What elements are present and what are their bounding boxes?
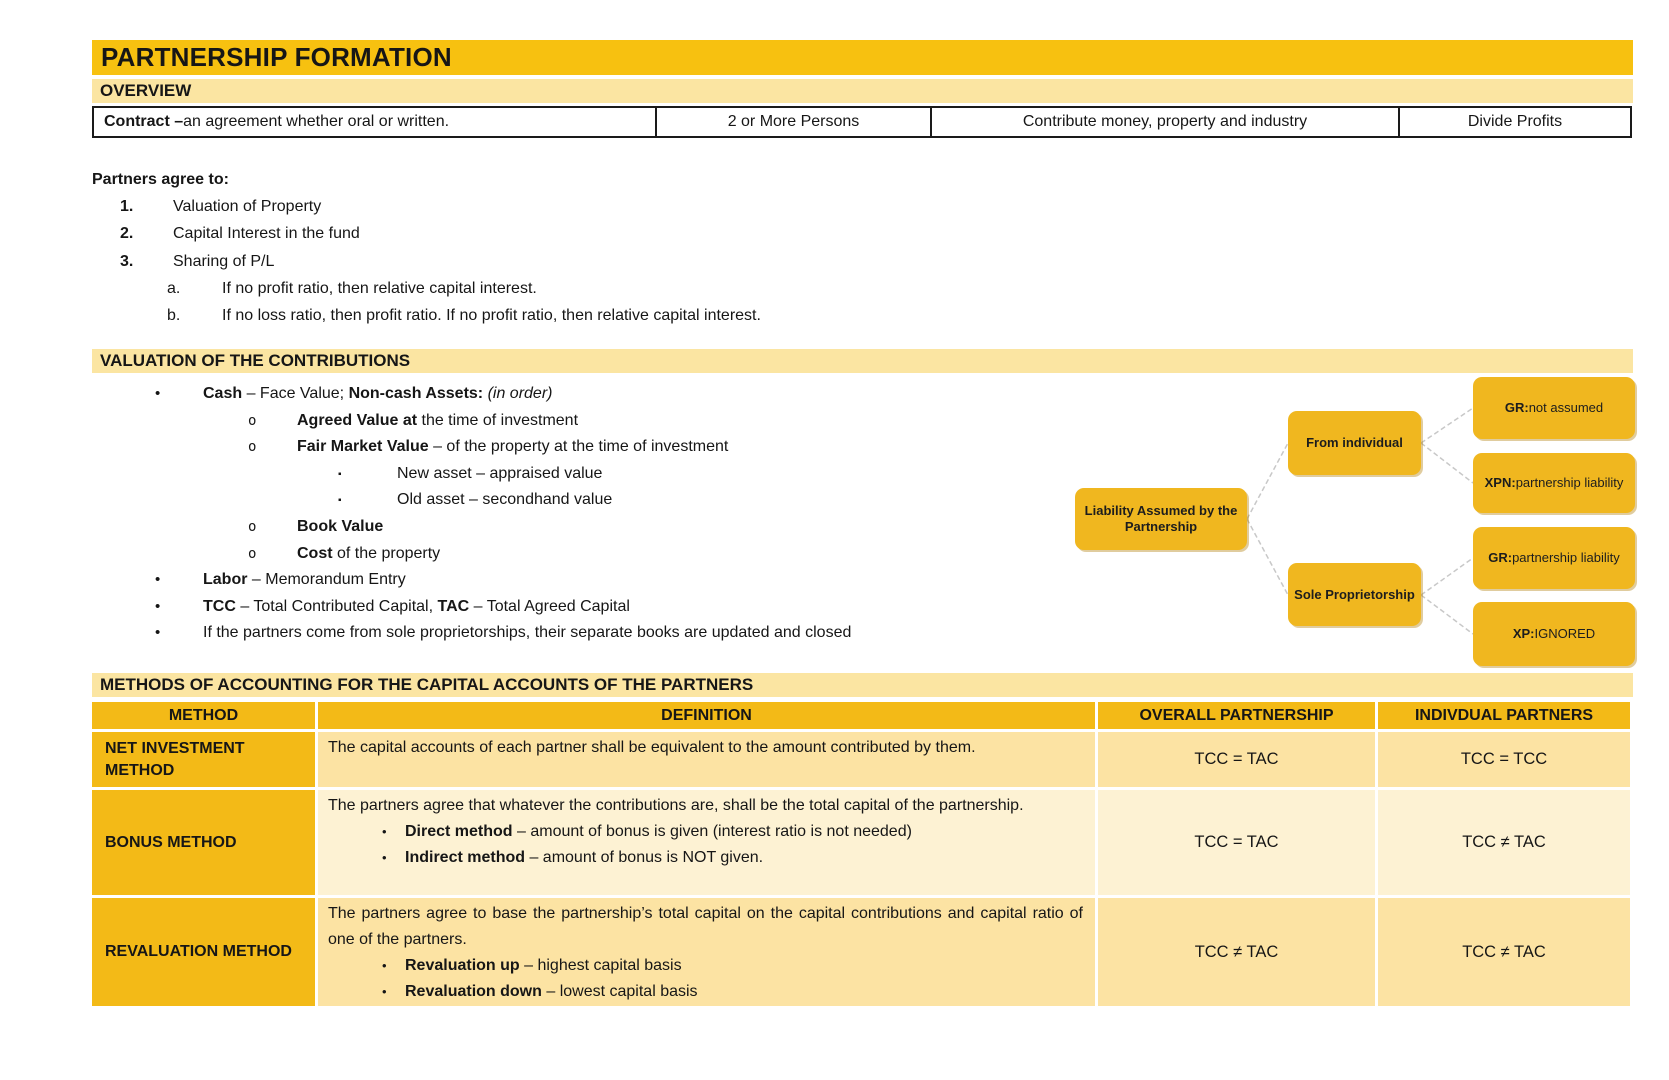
individual-partners-value: TCC ≠ TAC (1378, 898, 1630, 1006)
section-heading-overview (92, 79, 1633, 103)
list-marker: 2. (120, 225, 134, 243)
list-item (92, 220, 1092, 247)
section-heading-text: METHODS OF ACCOUNTING FOR THE CAPITAL ACCOUNTS OF THE PARTNERS (100, 675, 754, 694)
bullet-icon: ▪ (338, 495, 342, 507)
bullet-icon: • (155, 597, 161, 615)
method-name-cell: NET INVESTMENT METHOD (92, 732, 315, 787)
overview-cell-contribute: Contribute money, property and industry (932, 108, 1400, 136)
list-item-text: If no loss ratio, then profit ratio. If no profit ratio, then relative capital interest. (222, 307, 761, 325)
list-item (92, 514, 1072, 541)
list-item (92, 248, 1092, 275)
list-item (92, 302, 1092, 329)
list-marker: 3. (120, 252, 134, 270)
list-item (92, 408, 1072, 435)
overall-partnership-value: TCC = TAC (1098, 732, 1375, 787)
flow-node-xpn-partnership-liability: XPN: partnership liability (1473, 453, 1635, 513)
list-item (92, 620, 1072, 647)
list-item-text: Labor – Memorandum Entry (203, 571, 406, 589)
list-item-text: Sharing of P/L (173, 252, 275, 270)
column-header-definition: DEFINITION (318, 702, 1095, 729)
list-item (92, 487, 1072, 514)
bullet-icon: • (382, 984, 387, 999)
list-item-text: Cost of the property (297, 544, 441, 562)
section-heading-text: OVERVIEW (100, 81, 192, 100)
section-heading-methods (92, 673, 1633, 697)
bullet-text: Indirect method – amount of bonus is NOT given. (405, 849, 764, 866)
bullet-icon: • (155, 624, 161, 642)
list-item (92, 434, 1072, 461)
overall-partnership-value: TCC = TAC (1098, 790, 1375, 895)
method-definition-cell (318, 898, 1095, 1006)
methods-table (92, 702, 1630, 1006)
list-item (92, 275, 1092, 302)
page-title-band (92, 40, 1633, 75)
flow-node-gr-partnership-liability: GR: partnership liability (1473, 527, 1635, 589)
bullet-text: Revaluation up – highest capital basis (405, 957, 682, 974)
definition-bullet (328, 979, 1083, 1005)
list-item-text: Capital Interest in the fund (173, 225, 360, 243)
method-definition-cell (318, 732, 1095, 787)
list-marker: 1. (120, 198, 134, 216)
bullet-text: Revaluation down – lowest capital basis (405, 983, 698, 1000)
list-marker: a. (167, 279, 181, 297)
partners-agree-heading: Partners agree to: (92, 171, 229, 188)
overall-partnership-value: TCC ≠ TAC (1098, 898, 1375, 1006)
overview-table (92, 106, 1632, 138)
liability-flowchart (1000, 350, 1669, 672)
bullet-icon: ▪ (338, 468, 342, 480)
list-item-text: If no profit ratio, then relative capital interest. (222, 279, 537, 297)
partners-agree-list (92, 166, 1092, 329)
list-item (92, 461, 1072, 488)
bullet-icon: • (382, 958, 387, 973)
bullet-icon: o (248, 545, 257, 562)
list-item (92, 594, 1072, 621)
individual-partners-value: TCC = TCC (1378, 732, 1630, 787)
valuation-list (92, 381, 1072, 647)
bullet-icon: • (382, 824, 387, 839)
method-definition-cell (318, 790, 1095, 895)
flow-node-gr-not-assumed: GR: not assumed (1473, 377, 1635, 439)
section-heading-text: VALUATION OF THE CONTRIBUTIONS (100, 351, 411, 370)
flow-node-xp-ignored: XP: IGNORED (1473, 602, 1635, 666)
overview-cell-divide-profits: Divide Profits (1467, 113, 1563, 130)
list-item-text: Book Value (297, 517, 384, 535)
column-header-overall: OVERALL PARTNERSHIP (1098, 702, 1375, 729)
list-item (92, 541, 1072, 568)
bullet-icon: • (382, 850, 387, 865)
definition-bullet (328, 953, 1083, 979)
definition-text: The capital accounts of each partner shall be equivalent to the amount contributed by them. (328, 739, 976, 756)
list-item-text: Cash – Face Value; Non-cash Assets: (in order) (203, 385, 553, 402)
overview-cell-contract: Contract – an agreement whether oral or written. (94, 108, 657, 136)
individual-partners-value: TCC ≠ TAC (1378, 790, 1630, 895)
bullet-icon: • (155, 385, 161, 402)
column-header-individual: INDIVDUAL PARTNERS (1378, 702, 1630, 729)
flow-node-sole-proprietorship: Sole Proprietorship (1288, 563, 1421, 626)
list-item-text: Fair Market Value – of the property at the time of investment (297, 438, 729, 456)
list-item-text: New asset – appraised value (397, 464, 603, 482)
bullet-icon: o (248, 412, 257, 429)
bullet-icon: • (155, 571, 161, 589)
flow-node-from-individual: From individual (1288, 411, 1421, 475)
column-header-method: METHOD (92, 702, 315, 729)
method-name-cell: REVALUATION METHOD (92, 898, 315, 1006)
bullet-icon: o (248, 439, 257, 456)
overview-cell-persons: 2 or More Persons (657, 108, 932, 136)
definition-text: The partners agree that whatever the contributions are, shall be the total capital of the partnership. (328, 797, 1024, 814)
bullet-icon: o (248, 518, 257, 535)
list-item (92, 381, 1072, 408)
page-title: PARTNERSHIP FORMATION (101, 42, 452, 72)
list-item-text: If the partners come from sole proprietorships, their separate books are updated and closed (203, 624, 852, 642)
list-item-text: TCC – Total Contributed Capital, TAC – Total Agreed Capital (203, 597, 630, 615)
list-item-text: Agreed Value at the time of investment (297, 411, 579, 429)
list-marker: b. (167, 307, 181, 325)
definition-text: The partners agree to base the partnership’s total capital on the capital contributions and capital ratio of one of the partners. (328, 905, 1083, 948)
list-item (92, 193, 1092, 220)
definition-bullet (328, 845, 1083, 871)
bullet-text: Direct method – amount of bonus is given (interest ratio is not needed) (405, 823, 912, 840)
definition-bullet (328, 819, 1083, 845)
list-item-text: Valuation of Property (173, 198, 322, 216)
method-name-cell: BONUS METHOD (92, 790, 315, 895)
list-item-text: Old asset – secondhand value (397, 491, 613, 509)
flow-node-liability-assumed: Liability Assumed by the Partnership (1075, 488, 1247, 550)
list-item (92, 567, 1072, 594)
